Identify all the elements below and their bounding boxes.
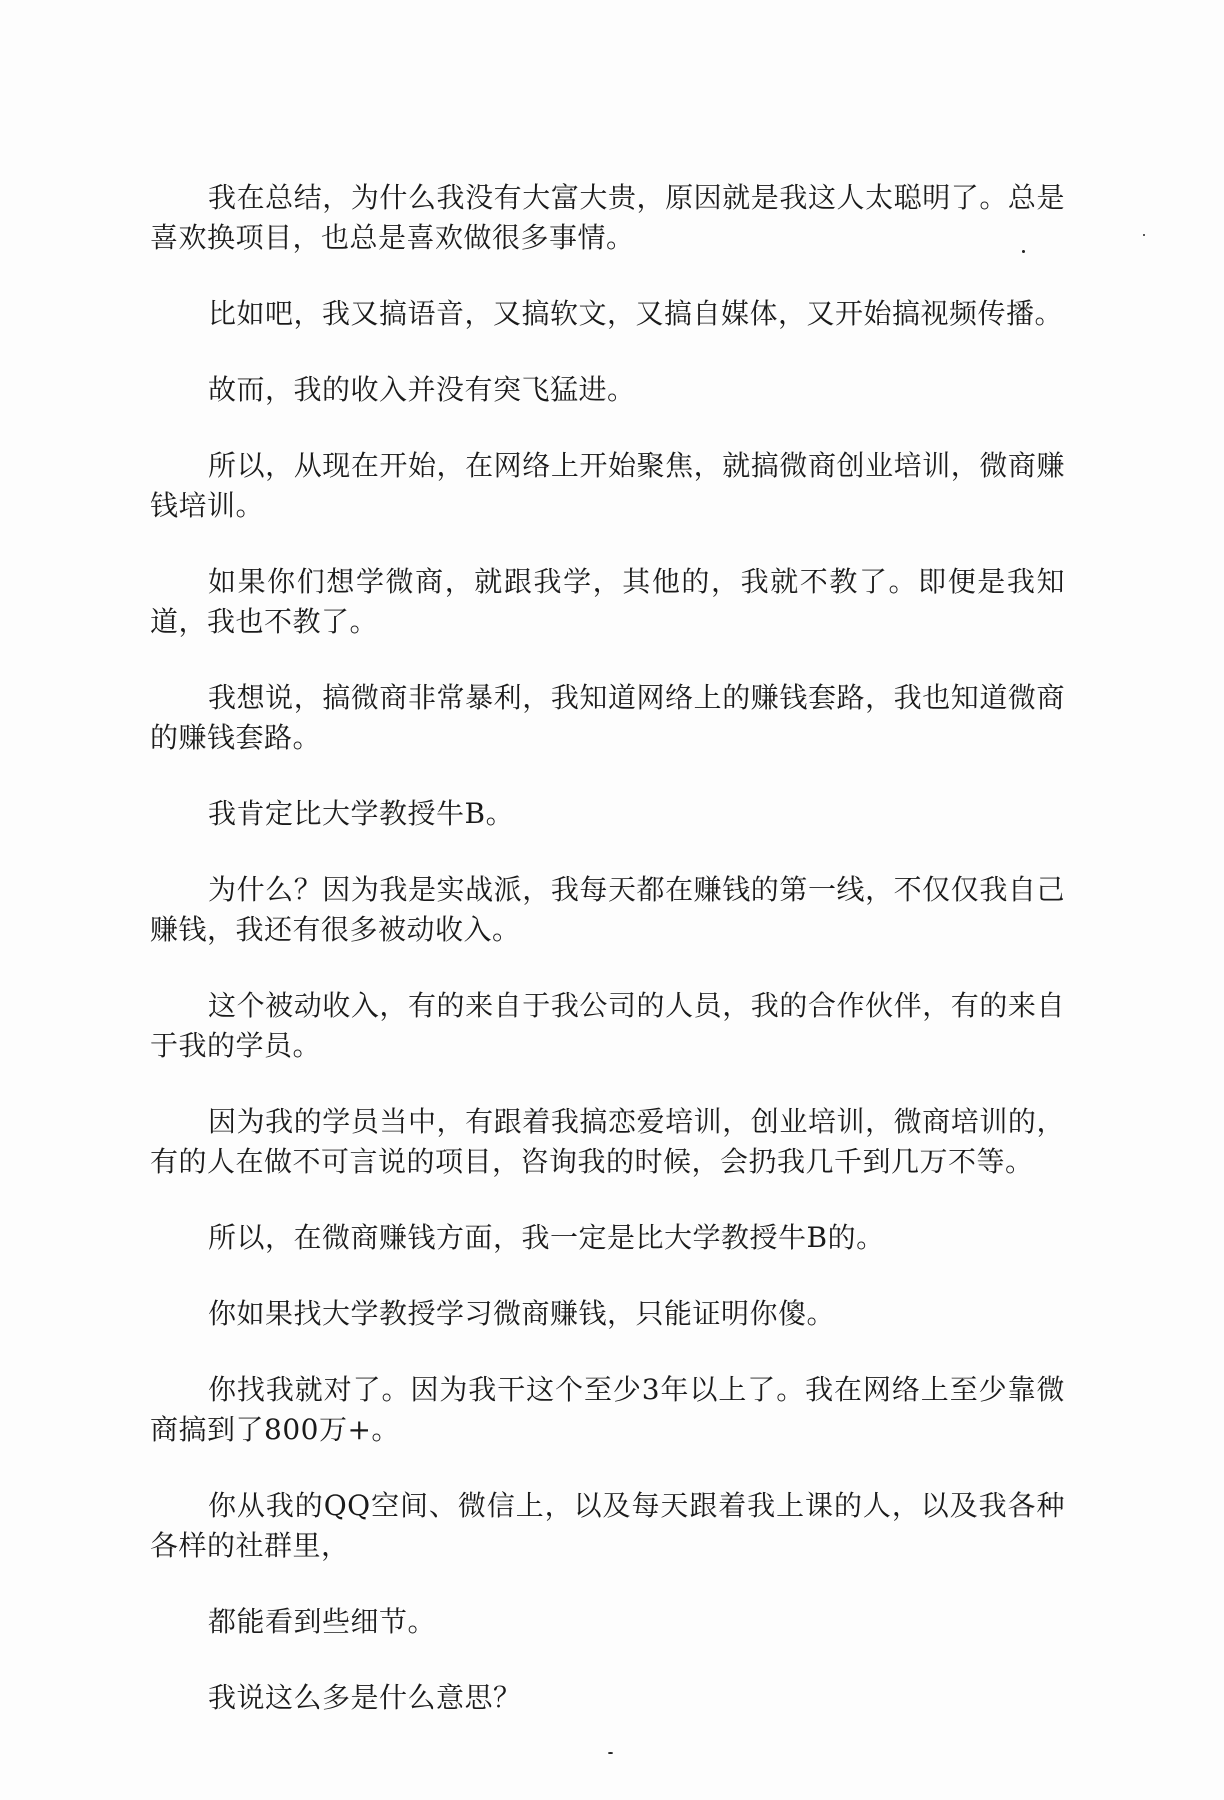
- paragraph-10: 因为我的学员当中，有跟着我搞恋爱培训，创业培训，微商培训的，有的人在做不可言说的项目，咨询我的时候，会扔我几千到几万不等。: [150, 1105, 1065, 1178]
- paragraph-16-cut-off: 我说这么多是什么意思？: [208, 1681, 522, 1712]
- paragraph-9: 这个被动收入，有的来自于我公司的人员，我的合作伙伴，有的来自于我的学员。: [150, 989, 1065, 1062]
- paragraph-2: 比如吧，我又搞语音，又搞软文，又搞自媒体，又开始搞视频传播。: [208, 297, 1064, 330]
- scan-speck: [1143, 234, 1145, 236]
- paragraph-11: 所以，在微商赚钱方面，我一定是比大学教授牛B的。: [208, 1221, 885, 1254]
- paragraph-1: 我在总结，为什么我没有大富大贵，原因就是我这人太聪明了。总是喜欢换项目，也总是喜欢做很多事情。: [150, 181, 1065, 254]
- paragraph-3: 故而，我的收入并没有突飞猛进。: [208, 373, 636, 406]
- paragraph-15: 都能看到些细节。: [208, 1605, 437, 1638]
- paragraph-6: 我想说，搞微商非常暴利，我知道网络上的赚钱套路，我也知道微商的赚钱套路。: [150, 681, 1065, 754]
- scan-speck: [608, 1752, 613, 1754]
- paragraph-14: 你从我的QQ空间、微信上，以及每天跟着我上课的人，以及我各种各样的社群里，: [150, 1489, 1065, 1562]
- document-body: [150, 178, 1065, 1748]
- paragraph-13: 你找我就对了。因为我干这个至少3年以上了。我在网络上至少靠微商搞到了800万+。: [150, 1373, 1065, 1446]
- paragraph-7: 我肯定比大学教授牛B。: [208, 797, 515, 830]
- paragraph-5: 如果你们想学微商，就跟我学，其他的，我就不教了。即便是我知道，我也不教了。: [150, 565, 1065, 638]
- scan-speck: [1022, 250, 1025, 253]
- paragraph-12: 你如果找大学教授学习微商赚钱，只能证明你傻。: [208, 1297, 836, 1330]
- paragraph-8: 为什么？因为我是实战派，我每天都在赚钱的第一线，不仅仅我自己赚钱，我还有很多被动收入。: [150, 873, 1065, 946]
- paragraph-4: 所以，从现在开始，在网络上开始聚焦，就搞微商创业培训，微商赚钱培训。: [150, 449, 1065, 522]
